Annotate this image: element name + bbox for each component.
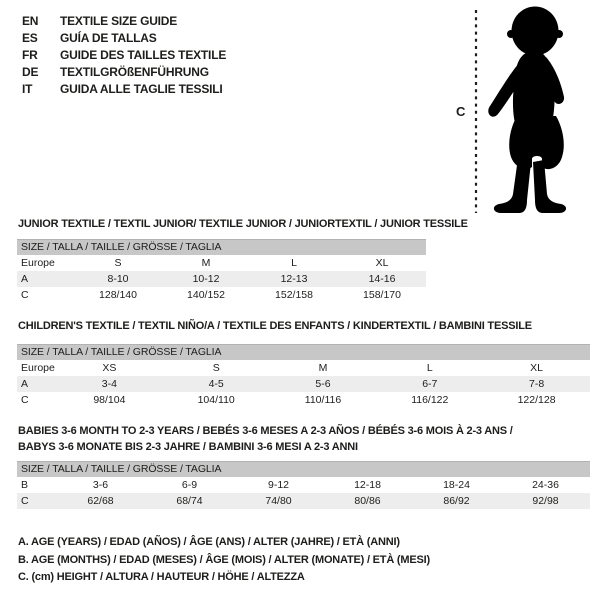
table-row-age <box>17 376 590 392</box>
value-cell: 3-6 <box>92 479 109 491</box>
junior-size-table <box>17 239 426 303</box>
language-title-list <box>22 13 226 98</box>
children-size-table <box>17 344 590 408</box>
value-cell: 68/74 <box>176 495 203 507</box>
row-label: C <box>21 495 29 507</box>
size-cell: M <box>201 257 211 269</box>
value-cell: 92/98 <box>532 495 559 507</box>
language-title: GUÍA DE TALLAS <box>60 31 157 45</box>
value-cell: 5-6 <box>315 378 331 390</box>
children-section-title: CHILDREN'S TEXTILE / TEXTIL NIÑO/A / TEXTILE DES ENFANTS / KINDERTEXTIL / BAMBINI TESSILE <box>18 320 532 332</box>
size-cell: M <box>318 362 328 374</box>
language-row-it <box>22 81 226 98</box>
language-title: TEXTILE SIZE GUIDE <box>60 14 178 28</box>
table-row-sizes <box>17 255 426 271</box>
size-cell: S <box>212 362 220 374</box>
footnote-b: B. AGE (MONTHS) / EDAD (MESES) / ÂGE (MOIS) / ALTER (MONATE) / ETÀ (MESI) <box>18 553 430 566</box>
junior-section-title: JUNIOR TEXTILE / TEXTIL JUNIOR/ TEXTILE JUNIOR / JUNIORTEXTIL / JUNIOR TESSILE <box>18 218 468 230</box>
row-label: Europe <box>21 362 55 374</box>
value-cell: 8-10 <box>107 273 129 285</box>
size-cell: S <box>114 257 122 269</box>
value-cell: 74/80 <box>265 495 292 507</box>
value-cell: 98/104 <box>93 394 126 406</box>
table-row-age-months <box>17 477 590 493</box>
value-cell: 104/110 <box>197 394 235 406</box>
value-cell: 80/86 <box>354 495 381 507</box>
value-cell: 128/140 <box>99 289 137 301</box>
table-row-height <box>17 392 590 408</box>
language-title: GUIDE DES TAILLES TEXTILE <box>60 48 227 62</box>
row-label: C <box>21 289 29 301</box>
size-cell: L <box>291 257 297 269</box>
language-title: TEXTILGRÖßENFÜHRUNG <box>60 65 209 79</box>
size-header-bar: SIZE / TALLA / TAILLE / GRÖSSE / TAGLIA <box>17 239 426 255</box>
language-row-es <box>22 30 226 47</box>
size-header-bar: SIZE / TALLA / TAILLE / GRÖSSE / TAGLIA <box>17 344 590 360</box>
footnote-c: C. (cm) HEIGHT / ALTURA / HAUTEUR / HÖHE / ALTEZZA <box>18 571 305 583</box>
footnote-legend <box>18 534 430 587</box>
language-code: IT <box>22 82 33 96</box>
value-cell: 12-18 <box>354 479 381 491</box>
row-label: A <box>21 378 29 390</box>
value-cell: 24-36 <box>532 479 559 491</box>
value-cell: 122/128 <box>517 394 556 406</box>
babies-size-table <box>17 461 590 509</box>
value-cell: 10-12 <box>192 273 220 285</box>
size-cell: XL <box>375 257 389 269</box>
value-cell: 152/158 <box>275 289 313 301</box>
value-cell: 12-13 <box>280 273 308 285</box>
language-code: DE <box>22 65 39 79</box>
value-cell: 3-4 <box>101 378 117 390</box>
value-cell: 6-9 <box>181 479 198 491</box>
language-row-fr <box>22 47 226 64</box>
value-cell: 116/122 <box>411 394 449 406</box>
size-cell: XL <box>530 362 543 374</box>
value-cell: 110/116 <box>304 394 342 406</box>
value-cell: 7-8 <box>528 378 545 390</box>
value-cell: 4-5 <box>208 378 224 390</box>
language-code: EN <box>22 14 39 28</box>
footnote-a: A. AGE (YEARS) / EDAD (AÑOS) / ÂGE (ANS) / ALTER (JAHRE) / ETÀ (ANNI) <box>18 536 400 548</box>
size-cell: XS <box>102 362 117 374</box>
row-label: B <box>21 479 29 491</box>
language-row-de <box>22 64 226 81</box>
table-row-height <box>17 287 426 303</box>
babies-section-title-line2: BABYS 3-6 MONATE BIS 2-3 JAHRE / BAMBINI 3-6 MESI A 2-3 ANNI <box>18 441 358 453</box>
table-row-sizes <box>17 360 590 376</box>
value-cell: 140/152 <box>187 289 225 301</box>
value-cell: 14-16 <box>368 273 396 285</box>
row-label: Europe <box>21 257 55 269</box>
value-cell: 18-24 <box>443 479 470 491</box>
table-row-height <box>17 493 590 509</box>
row-label: A <box>21 273 29 285</box>
language-code: FR <box>22 48 38 62</box>
babies-section-title-line1: BABIES 3-6 MONTH TO 2-3 YEARS / BEBÉS 3-6 MESES A 2-3 AÑOS / BÉBÉS 3-6 MOIS À 2-3 ANS / <box>18 425 513 437</box>
table-row-age <box>17 271 426 287</box>
size-cell: L <box>426 362 433 374</box>
size-header-bar: SIZE / TALLA / TAILLE / GRÖSSE / TAGLIA <box>17 461 590 477</box>
value-cell: 6-7 <box>422 378 438 390</box>
language-row-en <box>22 13 226 30</box>
language-title: GUIDA ALLE TAGLIE TESSILI <box>60 82 223 96</box>
baby-silhouette-icon <box>450 0 580 218</box>
height-measure-label: C <box>456 104 466 119</box>
value-cell: 62/68 <box>87 495 114 507</box>
value-cell: 158/170 <box>363 289 401 301</box>
row-label: C <box>21 394 29 406</box>
value-cell: 86/92 <box>443 495 470 507</box>
language-code: ES <box>22 31 38 45</box>
value-cell: 9-12 <box>267 479 289 491</box>
